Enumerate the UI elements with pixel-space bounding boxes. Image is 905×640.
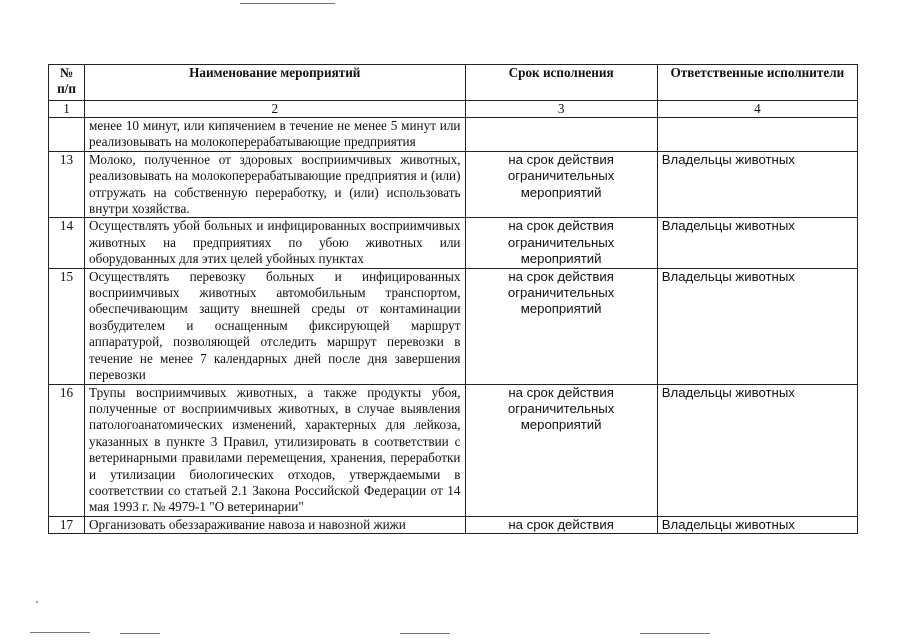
column-index-row	[49, 101, 858, 118]
term-cell	[465, 118, 657, 152]
term-cell: на срок действия ограничительных мероприятий	[465, 384, 657, 516]
table-row	[49, 268, 858, 384]
term-cell: на срок действия	[465, 516, 657, 533]
table-row	[49, 384, 858, 516]
responsible-cell: Владельцы животных	[657, 516, 857, 533]
column-index: 4	[657, 101, 857, 118]
column-index: 3	[465, 101, 657, 118]
measure-name: Организовать обеззараживание навоза и навозной жижи	[85, 516, 465, 533]
scan-mark-top	[240, 3, 335, 4]
term-cell: на срок действия ограничительных мероприятий	[465, 268, 657, 384]
header-num: № п/п	[49, 65, 85, 101]
scan-mark-bottom-3	[400, 633, 450, 634]
row-number: 17	[49, 516, 85, 533]
header-name: Наименование мероприятий	[85, 65, 465, 101]
term-cell: на срок действия ограничительных мероприятий	[465, 218, 657, 268]
responsible-cell	[657, 118, 857, 152]
table-row	[49, 218, 858, 268]
header-resp: Ответственные исполнители	[657, 65, 857, 101]
scan-mark-bottom-1	[30, 632, 90, 633]
row-number: 15	[49, 268, 85, 384]
measure-name: Трупы восприимчивых животных, а также продукты убоя, полученные от восприимчивых животных, в случае выявления патологоанатомических изменений, характерных для лейкоза, указанных в пункте 3 Правил, утилизировать в соответствии с ветеринарными правилами перемещения, хранения, переработки и утилизации биологических отходов, утверждаемыми в соответствии со статьей 2.1 Закона Российской Федерации от 14 мая 1993 г. № 4979-1 "О ветеринарии"	[85, 384, 465, 516]
scan-mark-bottom-4	[640, 633, 710, 634]
responsible-cell: Владельцы животных	[657, 151, 857, 218]
responsible-cell: Владельцы животных	[657, 384, 857, 516]
measure-name: Осуществлять убой больных и инфицированных восприимчивых животных на предприятиях по убою животных или оборудованных для этих целей убойных пунктах	[85, 218, 465, 268]
table-row	[49, 118, 858, 152]
table-row	[49, 151, 858, 218]
measure-name: Молоко, полученное от здоровых восприимчивых животных, реализовывать на молокоперерабатывающие предприятия и (или) отгружать на собственную переработку, и (или) использовать внутри хозяйства.	[85, 151, 465, 218]
row-number	[49, 118, 85, 152]
measure-name: менее 10 минут, или кипячением в течение не менее 5 минут или реализовывать на молокоперерабатывающие предприятия	[85, 118, 465, 152]
row-number: 14	[49, 218, 85, 268]
term-cell: на срок действия ограничительных мероприятий	[465, 151, 657, 218]
scan-dot	[36, 601, 38, 603]
row-number: 16	[49, 384, 85, 516]
column-index: 1	[49, 101, 85, 118]
header-term: Срок исполнения	[465, 65, 657, 101]
measures-table	[48, 64, 858, 534]
responsible-cell: Владельцы животных	[657, 268, 857, 384]
responsible-cell: Владельцы животных	[657, 218, 857, 268]
row-number: 13	[49, 151, 85, 218]
table-row	[49, 516, 858, 533]
table-header-row	[49, 65, 858, 101]
scan-mark-bottom-2	[120, 633, 160, 634]
measure-name: Осуществлять перевозку больных и инфицированных восприимчивых животных автомобильным транспортом, обеспечивающим защиту внешней среды от контаминации возбудителем и оснащенным фиксирующей маршрут аппаратурой, позволяющей отследить маршрут перевозки в течение не менее 7 календарных дней после дня завершения перевозки	[85, 268, 465, 384]
column-index: 2	[85, 101, 465, 118]
